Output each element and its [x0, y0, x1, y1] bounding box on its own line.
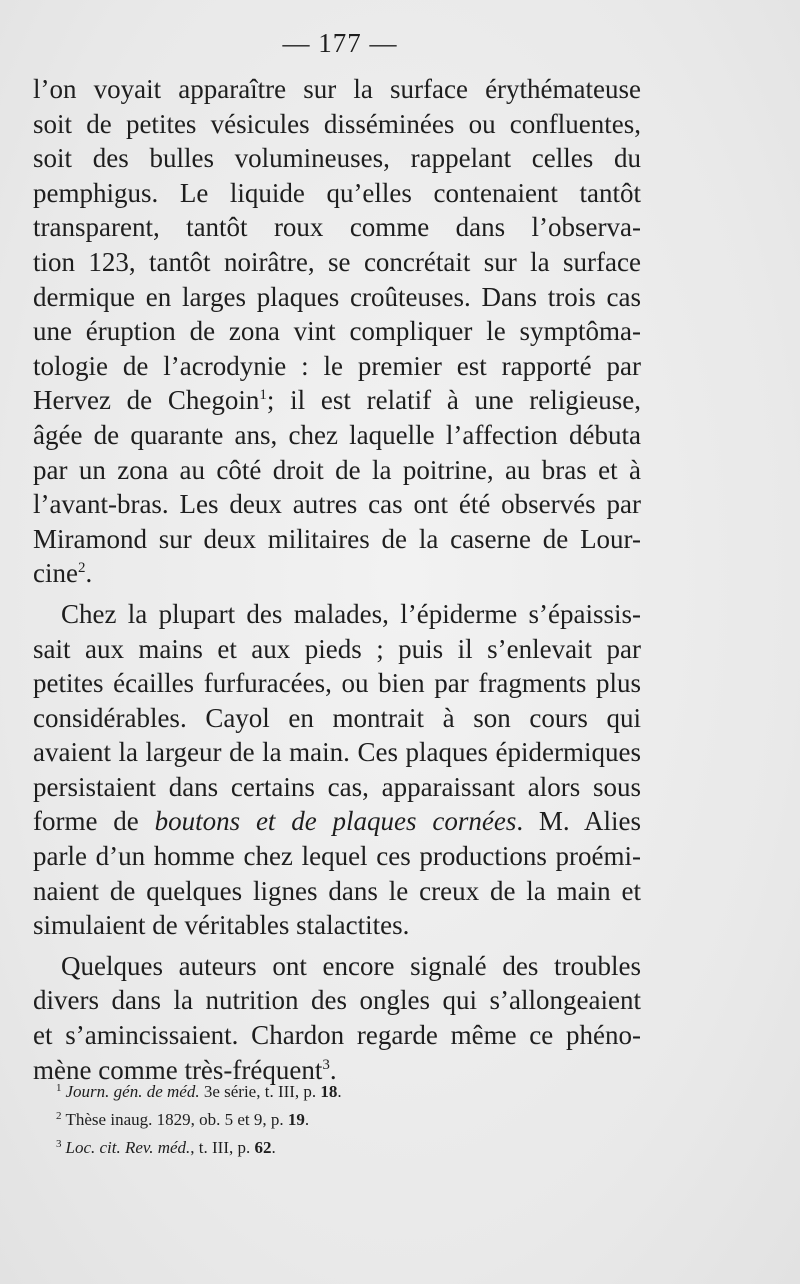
text-line: tologie de l’acrodynie : le premier est rapporté par — [33, 350, 641, 381]
italic-phrase: boutons et de plaques cornées — [154, 806, 517, 837]
text-line: considérables. Cayol en montrait à son cours qui — [33, 702, 641, 733]
text-line: naient de quelques lignes dans le creux de la main et — [33, 875, 641, 906]
text-segment: mène comme très-fréquent — [33, 1054, 323, 1085]
text-line: une éruption de zona vint compliquer le symptôma- — [33, 316, 641, 347]
footnote — [56, 1076, 456, 1104]
text-segment: . M. Alies — [516, 806, 642, 837]
footnote-text: Thèse inaug. 1829, ob. 5 et 9, p. — [65, 1110, 288, 1129]
text-segment: forme de — [33, 806, 155, 837]
text-line: parle d’un homme chez lequel ces productions proémi- — [33, 841, 641, 872]
footnote-page: 19 — [287, 1110, 305, 1129]
text-line: tion 123, tantôt noirâtre, se concrétait sur la surface — [33, 246, 641, 277]
text-segment: cine — [33, 558, 78, 589]
footnote-source: Loc. cit. Rev. méd. — [65, 1138, 191, 1157]
footnote-end: . — [304, 1110, 310, 1129]
text-line: Miramond sur deux militaires de la caserne de Lour- — [33, 523, 641, 554]
text-line: l’avant-bras. Les deux autres cas ont été observés par — [33, 489, 641, 520]
text-line: soit des bulles volumineuses, rappelant celles du — [33, 143, 641, 174]
footnote-number: 3 — [56, 1138, 62, 1150]
text-line: par un zona au côté droit de la poitrine, au bras et à — [33, 454, 641, 485]
text-line: Chez la plupart des malades, l’épiderme s’épaissis- — [61, 598, 641, 629]
text-line: pemphigus. Le liquide qu’elles contenaient tantôt — [33, 177, 641, 208]
footnote-source: Journ. gén. de méd. — [65, 1082, 200, 1101]
text-line: divers dans la nutrition des ongles qui s’allongeaient — [33, 985, 641, 1016]
text-line: soit de petites vésicules disséminées ou confluentes, — [33, 108, 641, 139]
footnote-text: , t. III, p. — [190, 1138, 255, 1157]
text-line — [33, 804, 641, 839]
text-line — [33, 383, 641, 418]
text-line: avaient la largeur de la main. Ces plaques épidermiques — [33, 737, 641, 768]
footnotes — [56, 1076, 456, 1160]
footnote-text: 3e série, t. III, p. — [199, 1082, 321, 1101]
footnote-ref: 3 — [322, 1056, 330, 1073]
text-line: l’on voyait apparaître sur la surface érythémateuse — [33, 74, 641, 104]
footnote-number: 1 — [56, 1082, 62, 1094]
text-line: Quelques auteurs ont encore signalé des troubles — [61, 950, 641, 981]
text-line: petites écailles furfuracées, ou bien par fragments plus — [33, 668, 641, 699]
text-segment: . — [329, 1054, 337, 1085]
text-line: dermique en larges plaques croûteuses. Dans trois cas — [33, 281, 641, 312]
text-segment: Hervez de Chegoin — [33, 385, 260, 416]
footnote-end: . — [271, 1138, 276, 1157]
footnote-ref: 2 — [77, 560, 86, 577]
text-line: transparent, tantôt roux comme dans l’observa- — [33, 212, 641, 243]
footnote — [56, 1104, 456, 1132]
page-number: — 177 — — [282, 28, 398, 58]
text-line: persistaient dans certains cas, apparaissant alors sous — [33, 771, 641, 802]
text-line — [33, 556, 641, 591]
footnote-ref: 1 — [259, 387, 267, 404]
footnote-page: 62 — [254, 1138, 272, 1157]
body-text — [33, 72, 641, 1087]
footnote-number: 2 — [56, 1110, 62, 1122]
text-line: âgée de quarante ans, chez laquelle l’affection débuta — [33, 419, 641, 450]
text-segment: ; il est relatif à une religieuse, — [266, 385, 642, 416]
text-line: sait aux mains et aux pieds ; puis il s’enlevait par — [33, 633, 641, 664]
text-segment: . — [85, 558, 93, 589]
footnote-end: . — [337, 1082, 342, 1101]
footnote — [56, 1132, 456, 1160]
text-line: simulaient de véritables stalactites. — [33, 910, 410, 941]
text-line: et s’amincissaient. Chardon regarde même ce phéno- — [33, 1020, 641, 1051]
footnote-page: 18 — [320, 1082, 338, 1101]
